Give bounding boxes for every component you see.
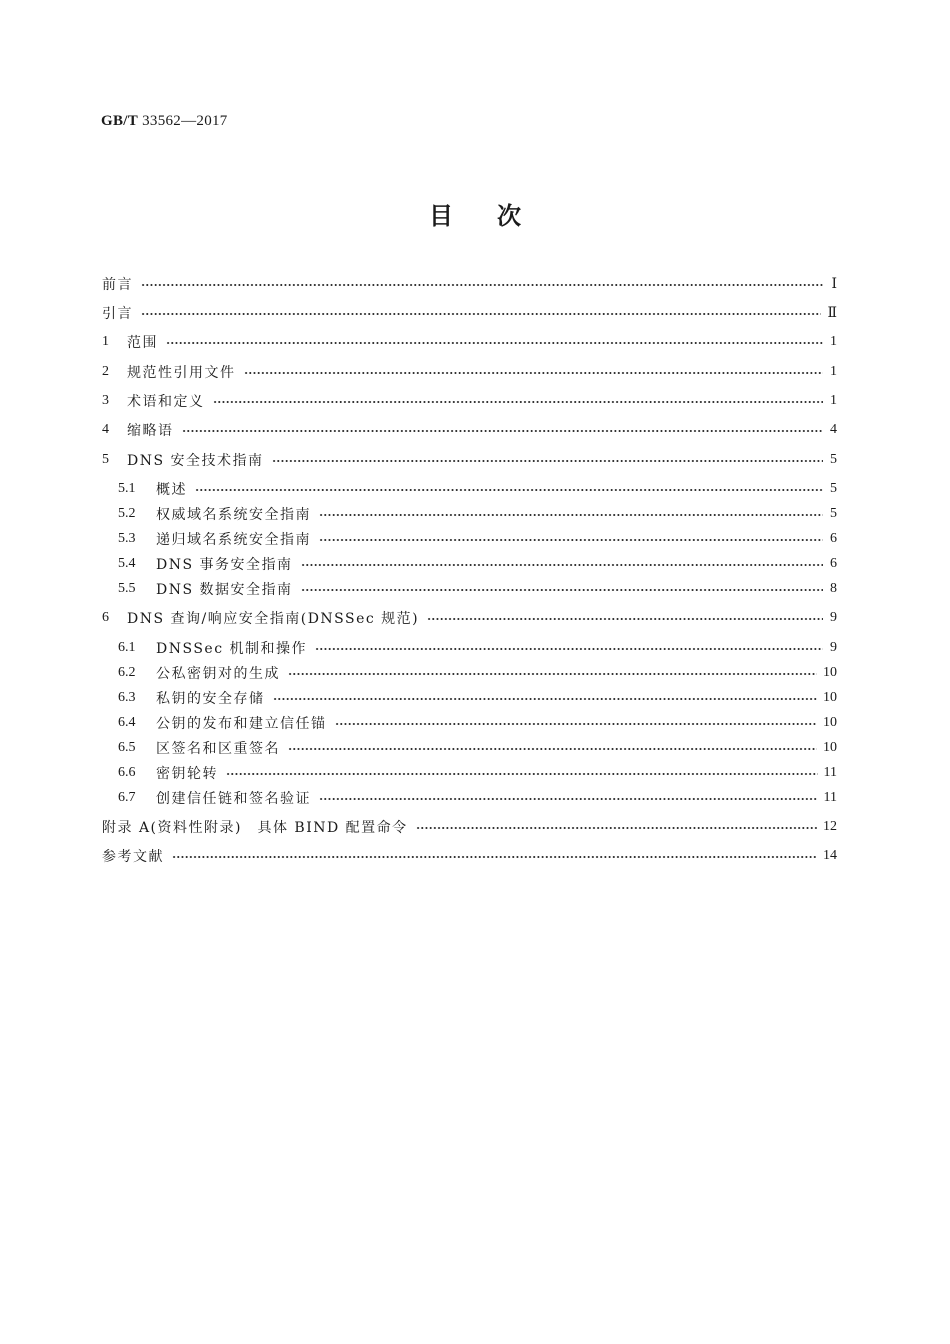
toc-entry-number: 5.1 [118, 481, 136, 496]
toc-entry-page: 6 [830, 531, 837, 546]
toc-entry-page: 11 [823, 765, 837, 780]
toc-entry-page: 5 [830, 481, 837, 496]
toc-entry-number: 5.5 [118, 581, 136, 596]
toc-entry-5-2[interactable] [118, 503, 837, 525]
dot-leader [301, 564, 823, 566]
toc-entry-label: 规范性引用文件 [127, 365, 236, 381]
toc-entry-page: 5 [830, 506, 837, 521]
dot-leader [141, 313, 821, 315]
dot-leader [319, 514, 823, 516]
toc-entry-label: 术语和定义 [127, 394, 205, 410]
toc-entry-number: 6.2 [118, 665, 136, 680]
toc-entry-6-5[interactable] [118, 737, 837, 759]
toc-entry-number: 4 [102, 422, 109, 437]
toc-entry-6-3[interactable] [118, 687, 837, 709]
toc-entry-number: 6.3 [118, 690, 136, 705]
toc-entry-page: 10 [823, 740, 837, 755]
toc-entry-label: 范围 [127, 335, 158, 351]
toc-entry-page: 8 [830, 581, 837, 596]
dot-leader [319, 798, 818, 800]
dot-leader [272, 460, 823, 462]
toc-entry-5[interactable] [102, 449, 837, 471]
toc-entry-label: 权威域名系统安全指南 [156, 507, 311, 523]
toc-entry-label: 附录 A(资料性附录) 具体 BIND 配置命令 [102, 820, 408, 836]
toc-entry-label: DNS 安全技术指南 [127, 453, 264, 469]
toc-entry-5-5[interactable] [118, 578, 837, 600]
toc-entry-page: 9 [830, 640, 837, 655]
toc-entry-label: DNS 数据安全指南 [156, 582, 293, 598]
toc-entry-3[interactable] [102, 390, 837, 412]
toc-entry-label: 递归域名系统安全指南 [156, 532, 311, 548]
toc-entry-number: 5 [102, 452, 109, 467]
toc-entry-page: 10 [823, 715, 837, 730]
standard-code-number: 33562—2017 [142, 113, 228, 129]
dot-leader [335, 723, 818, 725]
toc-entry-label: 公私密钥对的生成 [156, 666, 280, 682]
dot-leader [195, 489, 823, 491]
toc-entry-5-3[interactable] [118, 528, 837, 550]
toc-entry-page: 10 [823, 690, 837, 705]
toc-entry-appendix-a[interactable] [102, 816, 837, 838]
toc-entry-number: 5.4 [118, 556, 136, 571]
toc-entry-label: 引言 [102, 306, 133, 322]
toc-entry-bibliography[interactable] [102, 845, 837, 867]
dot-leader [182, 430, 824, 432]
dot-leader [288, 748, 817, 750]
toc-entry-number: 6 [102, 610, 109, 625]
toc-entry-6-2[interactable] [118, 662, 837, 684]
toc-entry-label: 概述 [156, 482, 187, 498]
toc-entry-1[interactable] [102, 331, 837, 353]
toc-entry-label: 私钥的安全存储 [156, 691, 265, 707]
toc-entry-number: 6.6 [118, 765, 136, 780]
toc-entry-number: 1 [102, 334, 109, 349]
toc-entry-number: 6.4 [118, 715, 136, 730]
toc-entry-5-4[interactable] [118, 553, 837, 575]
dot-leader [141, 284, 823, 286]
toc-entry-label: 前言 [102, 277, 133, 293]
toc-entry-6-6[interactable] [118, 762, 837, 784]
dot-leader [226, 773, 818, 775]
toc-entry-page: 12 [823, 819, 837, 834]
toc-entry-page: 14 [823, 848, 837, 863]
toc-entry-label: 创建信任链和签名验证 [156, 791, 311, 807]
toc-entry-foreword[interactable] [102, 273, 837, 295]
toc-entry-page: Ⅰ [831, 276, 837, 292]
toc-title: 目次 [429, 202, 565, 230]
dot-leader [244, 372, 824, 374]
toc-entry-page: 5 [830, 452, 837, 467]
standard-code [101, 113, 228, 130]
toc-entry-number: 3 [102, 393, 109, 408]
toc-entry-6-4[interactable] [118, 712, 837, 734]
toc-entry-page: 11 [823, 790, 837, 805]
toc-entry-number: 5.3 [118, 531, 136, 546]
toc-entry-number: 6.1 [118, 640, 136, 655]
toc-entry-2[interactable] [102, 361, 837, 383]
toc-entry-6-1[interactable] [118, 637, 837, 659]
dot-leader [166, 342, 823, 344]
dot-leader [315, 648, 823, 650]
toc-entry-label: DNS 查询/响应安全指南(DNSSec 规范) [127, 611, 420, 627]
dot-leader [427, 618, 823, 620]
toc-entry-page: 4 [830, 422, 837, 437]
toc-entry-label: 公钥的发布和建立信任锚 [156, 716, 327, 732]
toc-entry-page: 1 [830, 364, 837, 379]
toc-entry-6-7[interactable] [118, 787, 837, 809]
dot-leader [213, 401, 824, 403]
dot-leader [172, 856, 817, 858]
toc-entry-number: 2 [102, 364, 109, 379]
toc-entry-label: 参考文献 [102, 849, 164, 865]
toc-entry-4[interactable] [102, 419, 837, 441]
toc-entry-number: 5.2 [118, 506, 136, 521]
toc-entry-6[interactable] [102, 607, 837, 629]
toc-entry-label: DNS 事务安全指南 [156, 557, 293, 573]
dot-leader [288, 673, 817, 675]
standard-code-prefix: GB/T [101, 113, 139, 129]
toc-entry-introduction[interactable] [102, 302, 837, 324]
dot-leader [319, 539, 823, 541]
toc-entry-label: DNSSec 机制和操作 [156, 641, 307, 657]
toc-entry-label: 区签名和区重签名 [156, 741, 280, 757]
toc-entry-label: 缩略语 [127, 423, 174, 439]
toc-entry-page: 1 [830, 393, 837, 408]
dot-leader [416, 827, 817, 829]
toc-entry-number: 6.7 [118, 790, 136, 805]
toc-entry-page: 9 [830, 610, 837, 625]
toc-entry-5-1[interactable] [118, 478, 837, 500]
dot-leader [273, 698, 818, 700]
toc-entry-page: 10 [823, 665, 837, 680]
dot-leader [301, 589, 823, 591]
toc-entry-number: 6.5 [118, 740, 136, 755]
toc-entry-page: 1 [830, 334, 837, 349]
toc-entry-label: 密钥轮转 [156, 766, 218, 782]
toc-entry-page: 6 [830, 556, 837, 571]
toc-entry-page: Ⅱ [827, 305, 837, 321]
